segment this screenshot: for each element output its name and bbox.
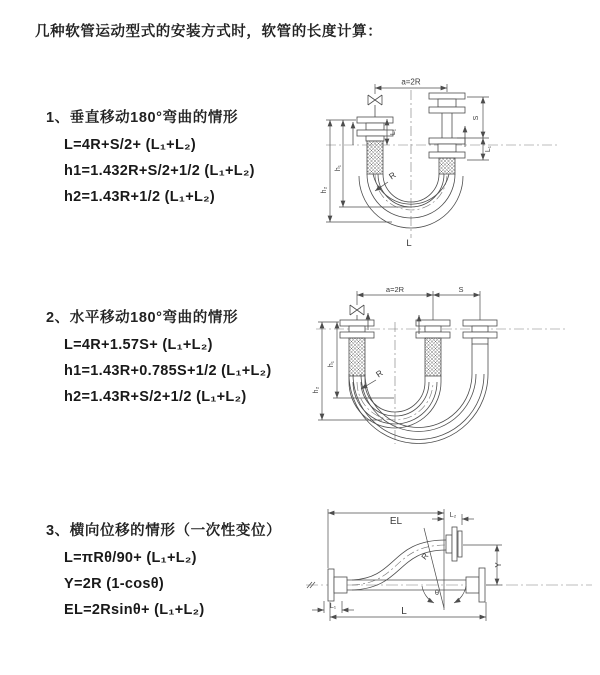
dim-s-label: S <box>473 115 480 121</box>
displaced-hose-curve <box>352 540 446 590</box>
formula-line: L=πRθ/90+ (L₁+L₂) <box>64 550 197 566</box>
diagram-lateral-displacement <box>300 498 598 624</box>
movement-arrows <box>368 313 419 334</box>
angle-theta-label: θ <box>434 588 440 597</box>
left-flange-assembly <box>328 569 347 601</box>
formula-line: h1=1.432R+S/2+1/2 (L₁+L₂) <box>64 163 255 179</box>
radius-label: R <box>386 169 398 182</box>
valve-icon <box>350 305 364 320</box>
dim-h1-label: h₁ <box>328 360 335 368</box>
dim-h2-label: h₂ <box>313 386 320 394</box>
formula-line: h2=1.43R+1/2 (L₁+L₂) <box>64 189 216 205</box>
valve-icon <box>368 95 382 117</box>
formula-line: L=4R+1.57S+ (L₁+L₂) <box>64 337 213 353</box>
left-flange-assembly <box>357 117 393 174</box>
dim-l1-left-label: L₁ <box>390 128 397 136</box>
radius-leader-line <box>361 380 376 389</box>
formula-line: h1=1.43R+0.785S+1/2 (L₁+L₂) <box>64 363 272 379</box>
section-2 <box>46 306 272 405</box>
dim-y-label: Y <box>494 562 503 568</box>
dim-a2r-label: a=2R <box>401 77 421 87</box>
hose-u-curves <box>349 344 488 444</box>
length-l-label: L <box>406 238 412 249</box>
dim-h1-label: h₁ <box>335 164 342 172</box>
page-title: 几种软管运动型式的安装方式时，软管的长度计算： <box>35 24 383 40</box>
dim-h2-label: h₂ <box>321 186 328 194</box>
dim-l-label: L <box>401 606 407 617</box>
diagram-vertical-180-bend <box>312 70 594 260</box>
section-2-heading: 2、水平移动180°弯曲的情形 <box>46 310 239 326</box>
section-3 <box>46 519 281 618</box>
formula-line: EL=2Rsinθ+ (L₁+L₂) <box>64 602 205 618</box>
dimension-l <box>330 602 486 621</box>
dim-l1-right-label: L₁ <box>485 145 492 153</box>
formula-line: h2=1.43R+S/2+1/2 (L₁+L₂) <box>64 389 247 405</box>
radius-label: R <box>373 367 385 380</box>
section-1 <box>46 106 255 205</box>
section-1-heading: 1、垂直移动180°弯曲的情形 <box>46 110 239 126</box>
dim-el-label: EL <box>389 516 403 527</box>
dim-l1-label: L₁ <box>329 603 337 610</box>
dim-a2r-label: a=2R <box>385 285 405 294</box>
section-3-heading: 3、横向位移的情形（一次性变位） <box>46 523 282 539</box>
right-flange-assembly <box>429 93 465 174</box>
diagram-horizontal-180-bend <box>306 282 594 454</box>
radius-label: R <box>419 551 431 562</box>
top-flange-assembly <box>446 527 462 561</box>
formula-line: L=4R+S/2+ (L₁+L₂) <box>64 137 196 153</box>
dimension-a2r-s <box>357 291 480 320</box>
dim-l2-label: L₂ <box>449 512 457 519</box>
flange-assemblies <box>340 320 497 376</box>
dim-s-label: S <box>458 285 464 294</box>
formula-line: Y=2R (1-cosθ) <box>64 576 164 592</box>
